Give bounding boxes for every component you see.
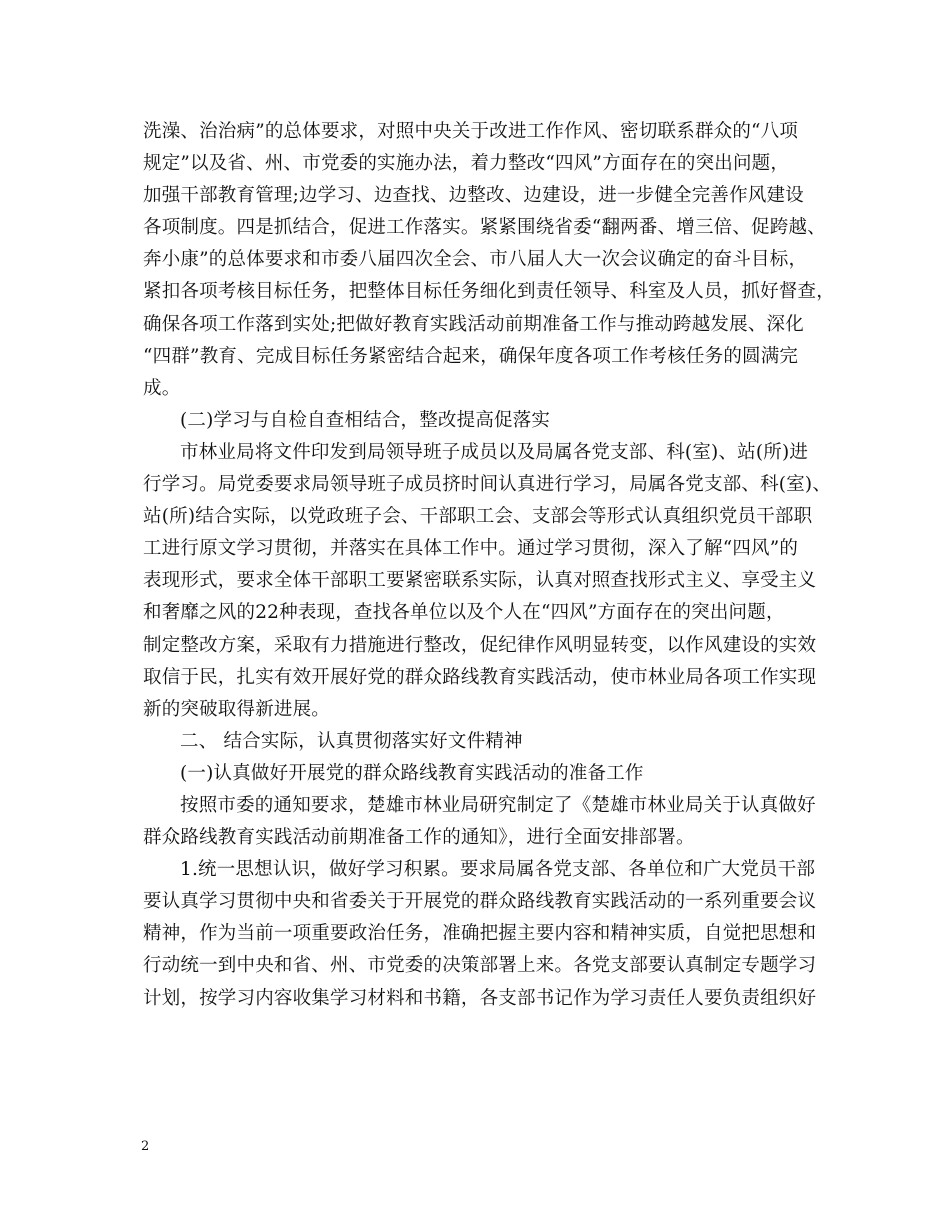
text-line: 奔小康”的总体要求和市委八届四次全会、市八届人大一次会议确定的奋斗目标，	[143, 249, 808, 271]
text-line: 行动统一到中央和省、州、市党委的决策部署上来。各党支部要认真制定专题学习	[143, 955, 817, 977]
text-line: 各项制度。四是抓结合，促进工作落实。紧紧围绕省委“翻两番、增三倍、促跨越、	[143, 217, 826, 239]
text-line: 取信于民，扎实有效开展好党的群众路线教育实践活动，使市林业局各项工作实现	[143, 666, 817, 688]
text-line: (一)认真做好开展党的群众路线教育实践活动的准备工作	[180, 762, 644, 784]
text-line: 行学习。局党委要求局领导班子成员挤时间认真进行学习，局属各党支部、科(室)、	[143, 474, 832, 496]
text-line: 按照市委的通知要求，楚雄市林业局研究制定了《楚雄市林业局关于认真做好	[180, 794, 816, 816]
text-line: 制定整改方案，采取有力措施进行整改，促纪律作风明显转变，以作风建设的实效	[143, 634, 817, 656]
text-line: (二)学习与自检自查相结合，整改提高促落实	[180, 409, 551, 431]
text-line: 工进行原文学习贯彻，并落实在具体工作中。通过学习贯彻，深入了解“四风”的	[143, 538, 799, 560]
text-line: 确保各项工作落到实处;把做好教育实践活动前期准备工作与推动跨越发展、深化	[143, 313, 804, 335]
text-line: 和奢靡之风的22种表现，查找各单位以及个人在“四风”方面存在的突出问题，	[143, 602, 785, 624]
text-line: 加强干部教育管理;边学习、边查找、边整改、边建设，进一步健全完善作风建设	[143, 185, 804, 207]
text-line: 表现形式，要求全体干部职工要紧密联系实际，认真对照查找形式主义、享受主义	[143, 570, 817, 592]
text-line: 紧扣各项考核目标任务，把整体目标任务细化到责任领导、科室及人员，抓好督查，	[143, 281, 835, 303]
text-line: 精神，作为当前一项重要政治任务，准确把握主要内容和精神实质，自觉把思想和	[143, 923, 817, 945]
text-line: 成。	[143, 377, 181, 399]
text-line: 1.统一思想认识，做好学习积累。要求局属各党支部、各单位和广大党员干部	[180, 859, 816, 881]
text-line: 市林业局将文件印发到局领导班子成员以及局属各党支部、科(室)、站(所)进	[180, 441, 809, 463]
document-body	[143, 116, 835, 1015]
text-line: 二、 结合实际，认真贯彻落实好文件精神	[180, 730, 523, 752]
text-line: “四群”教育、完成目标任务紧密结合起来，确保年度各项工作考核任务的圆满完	[143, 345, 799, 367]
text-line: 洗澡、治治病”的总体要求，对照中央关于改进工作作风、密切联系群众的“八项	[143, 121, 799, 142]
text-line: 站(所)结合实际，以党政班子会、干部职工会、支部会等形式认真组织党员干部职	[143, 506, 813, 528]
text-line: 计划，按学习内容收集学习材料和书籍，各支部书记作为学习责任人要负责组织好	[143, 987, 817, 1009]
text-line: 新的突破取得新进展。	[143, 698, 331, 720]
text-line: 要认真学习贯彻中央和省委关于开展党的群众路线教育实践活动的一系列重要会议	[143, 891, 817, 913]
text-line: 群众路线教育实践活动前期准备工作的通知》，进行全面安排部署。	[143, 827, 695, 849]
page-number: 2	[141, 1139, 150, 1154]
text-line: 规定”以及省、州、市党委的实施办法，着力整改“四风”方面存在的突出问题，	[143, 153, 790, 175]
